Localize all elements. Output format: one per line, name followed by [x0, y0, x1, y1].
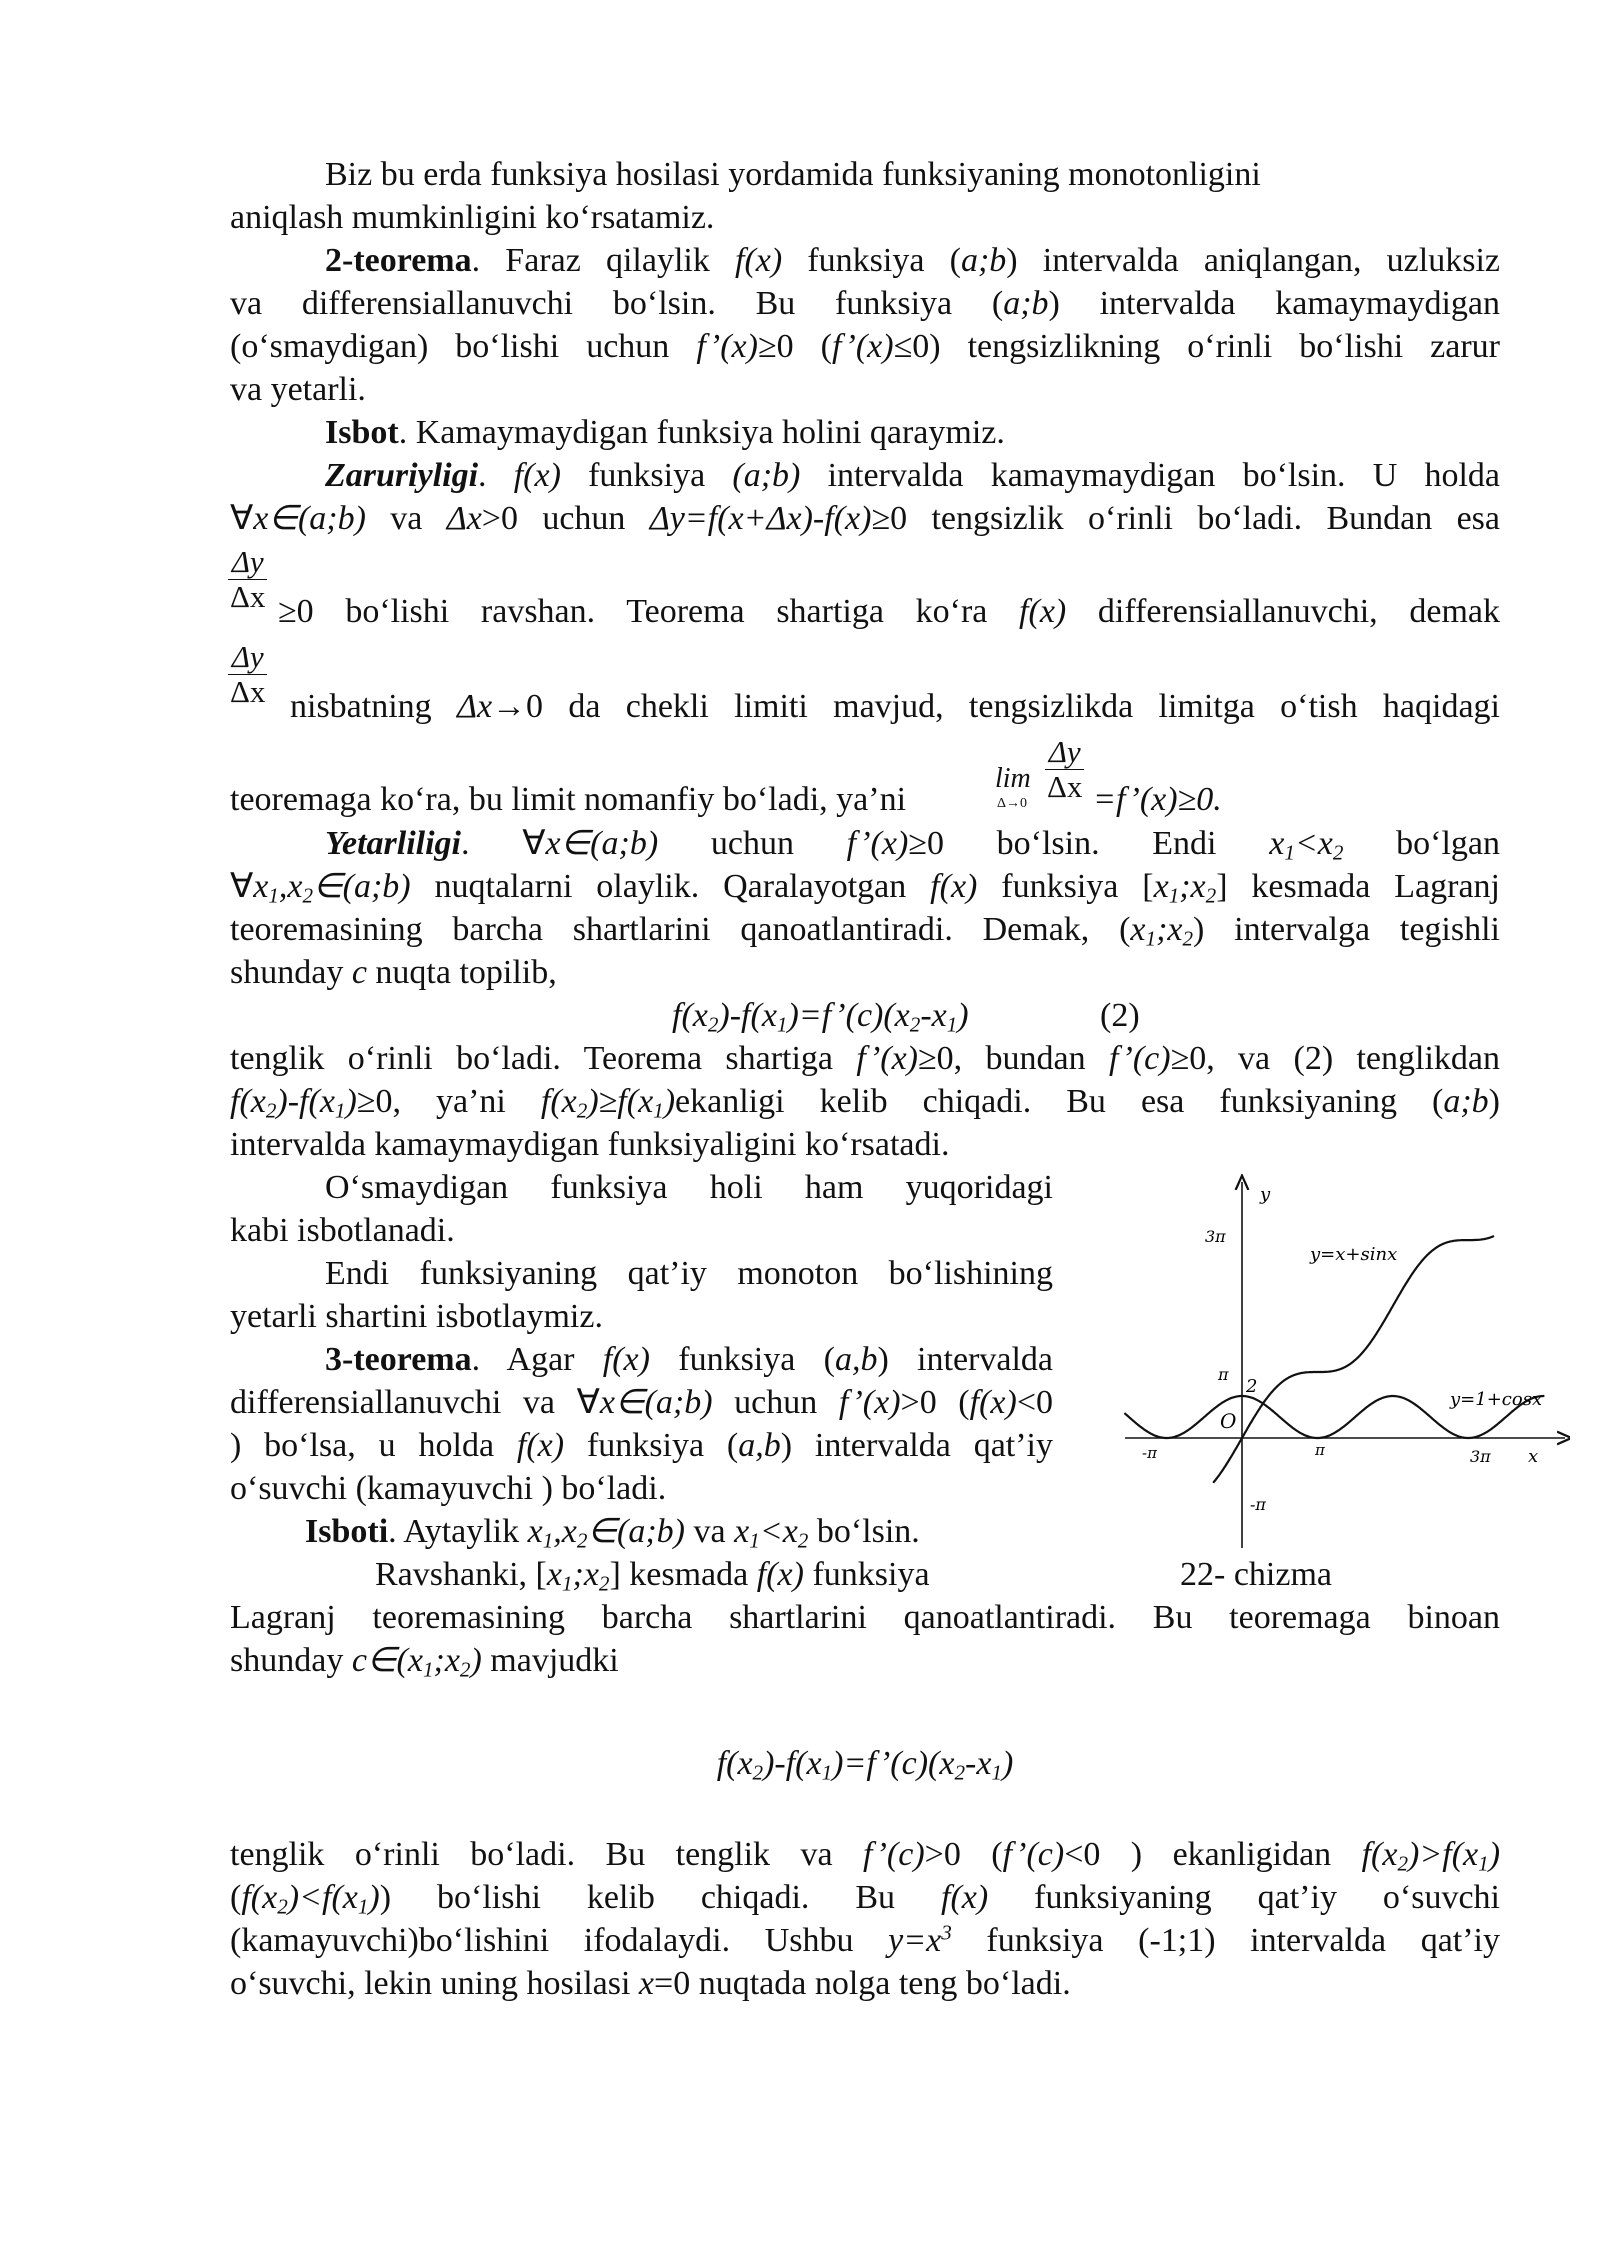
tick-2-y: 2: [1246, 1376, 1258, 1397]
text-line: kabi isbotlanadi.: [230, 1212, 455, 1249]
fraction-dy-dx: $\frac{\Delta y}{\Delta x}$: [1047, 734, 1083, 804]
text-line: tenglik o‘rinli bo‘ladi. Bu tenglik va f’(c)>0 (f’(c)<0 ) ekanligidan $f(x_2)>f(x_1)$: [230, 1836, 1501, 1876]
text-line: O‘smaydigan funksiya holi ham yuqoridagi: [325, 1169, 1053, 1206]
text-line: Endi funksiyaning qat’iy monoton bo‘lishining: [325, 1255, 1053, 1292]
equation-number: (2): [1100, 997, 1140, 1034]
text-line: intervalda kamaymaydigan funksiyaligini ko‘rsatadi.: [230, 1126, 950, 1163]
text-line: (kamayuvchi)bo‘lishini ifodalaydi. Ushbu $y=x^3$ funksiya (-1;1) intervalda qat’iy: [230, 1920, 1500, 1959]
text-line: $(f(x_2)<f(x_1))$ bo‘lishi kelib chiqadi. Bu f(x) funksiyaning qat’iy o‘suvchi: [230, 1879, 1501, 1919]
theorem-2-line: 2-teorema. Faraz qilaylik f(x) funksiya (a;b) intervalda aniqlangan, uzluksiz: [325, 242, 1500, 279]
text-line: va yetarli.: [230, 371, 366, 408]
text-line: Ravshanki, $[x_1;x_2]$ kesmada f(x) funksiya: [375, 1556, 930, 1596]
y-axis-label: y: [1260, 1184, 1271, 1205]
lim-subscript: Δ→0: [997, 796, 1028, 811]
text-line: $f(x_2)-f(x_1)\ge 0$, ya’ni $f(x_2)\ge f(x_1)ekanligi$ kelib chiqadi. Bu esa funksiyaning (a;b): [230, 1083, 1500, 1123]
proof-line: Isboti. Aytaylik $x_1,x_2\in(a;b)$ va $x_1<x_2$ bo‘lsin.: [305, 1513, 920, 1553]
text-line: Biz bu erda funksiya hosilasi yordamida funksiyaning monotonligini: [325, 156, 1261, 193]
figure-22: [1110, 1170, 1570, 1550]
text-line: $\forall x_1,x_2\in(a;b)$ nuqtalarni olaylik. Qaralayotgan f(x) funksiya $[x_1;x_2]$ kesmada Lagranj: [230, 868, 1501, 908]
tick-3pi-x: 3π: [1470, 1447, 1491, 1466]
equation: $f(x_2)-f(x_1)=f’(c)(x_2-x_1)$: [716, 1745, 1014, 1785]
fraction-dy-dx: $\frac{\Delta y}{\Delta x}$: [230, 639, 266, 709]
text-line: teoremasining barcha shartlarini qanoatlantiradi. Demak, $(x_1;x_2)$ intervalga tegishli: [230, 911, 1500, 951]
text-line: (o‘smaydigan) bo‘lishi uchun f’(x)≥0 (f’(x)≤0) tengsizlikning o‘rinli bo‘lishi zarur: [230, 328, 1501, 365]
text-line: Lagranj teoremasining barcha shartlarini qanoatlantiradi. Bu teoremaga binoan: [230, 1599, 1500, 1636]
text-line: =f’(x)≥0.: [1093, 781, 1222, 818]
tick-neg-pi-x: -π: [1142, 1444, 1157, 1462]
text-line: aniqlash mumkinligini ko‘rsatamiz.: [230, 199, 715, 236]
text-line: differensiallanuvchi va ∀x∈(a;b) uchun f’(x)>0 (f(x)<0: [230, 1384, 1054, 1421]
figure-caption: 22- chizma: [1180, 1556, 1332, 1593]
text-line: ) bo‘lsa, u holda f(x) funksiya (a,b) intervalda qat’iy: [230, 1427, 1053, 1464]
text-line: yetarli shartini isbotlaymiz.: [230, 1298, 603, 1335]
text-line: shunday c nuqta topilib,: [230, 954, 557, 991]
text-line: o‘suvchi, lekin uning hosilasi x=0 nuqtada nolga teng bo‘ladi.: [230, 1965, 1071, 2002]
lim-label: lim: [995, 763, 1031, 794]
text-line: shunday $c\in(x_1;x_2)$ mavjudki: [230, 1642, 619, 1682]
text-line: o‘suvchi (kamayuvchi ) bo‘ladi.: [230, 1470, 667, 1507]
text-line: Yetarliligi. ∀x∈(a;b) uchun f’(x)≥0 bo‘lsin. Endi $x_1<x_2$ bo‘lgan: [325, 825, 1501, 865]
theorem-3-line: 3-teorema. Agar f(x) funksiya (a,b) intervalda: [325, 1341, 1053, 1378]
tick-pi-y: π: [1218, 1365, 1229, 1384]
tick-3pi-y: 3π: [1205, 1227, 1226, 1246]
text-line: Zaruriyligi. f(x) funksiya (a;b) intervalda kamaymaydigan bo‘lsin. U holda: [325, 457, 1501, 494]
tick-neg-pi-y: -π: [1250, 1495, 1266, 1514]
origin-label: O: [1220, 1409, 1237, 1433]
tick-pi-x: π: [1315, 1441, 1325, 1459]
curve1-label: y=x+sinx: [1310, 1244, 1398, 1265]
text-line: ≥0 bo‘lishi ravshan. Teorema shartiga ko‘ra f(x) differensiallanuvchi, demak: [278, 593, 1500, 630]
curve-x-plus-sinx: [1213, 1236, 1494, 1483]
text-line: va differensiallanuvchi bo‘lsin. Bu funksiya (a;b) intervalda kamaymaydigan: [230, 285, 1500, 322]
x-axis-label: x: [1528, 1446, 1539, 1467]
text-line: tenglik o‘rinli bo‘ladi. Teorema shartiga f’(x)≥0, bundan f’(c)≥0, va (2) tenglikdan: [230, 1040, 1500, 1077]
curve2-label: y=1+cosx: [1450, 1389, 1543, 1410]
text-line: ∀x∈(a;b) va Δx>0 uchun Δy=f(x+Δx)-f(x)≥0 tengsizlik o‘rinli bo‘ladi. Bundan esa: [230, 500, 1501, 537]
fraction-dy-dx: $\frac{\Delta y}{\Delta x}$: [230, 544, 266, 614]
proof-line: Isbot. Kamaymaydigan funksiya holini qaraymiz.: [325, 414, 1005, 451]
text-line: nisbatning Δx→0 da chekli limiti mavjud, tengsizlikda limitga o‘tish haqidagi: [290, 688, 1500, 725]
equation-2: $f(x_2)-f(x_1)=f’(c)(x_2-x_1)$: [672, 997, 969, 1037]
text-line: teoremaga ko‘ra, bu limit nomanfiy bo‘ladi, ya’ni: [230, 781, 907, 818]
